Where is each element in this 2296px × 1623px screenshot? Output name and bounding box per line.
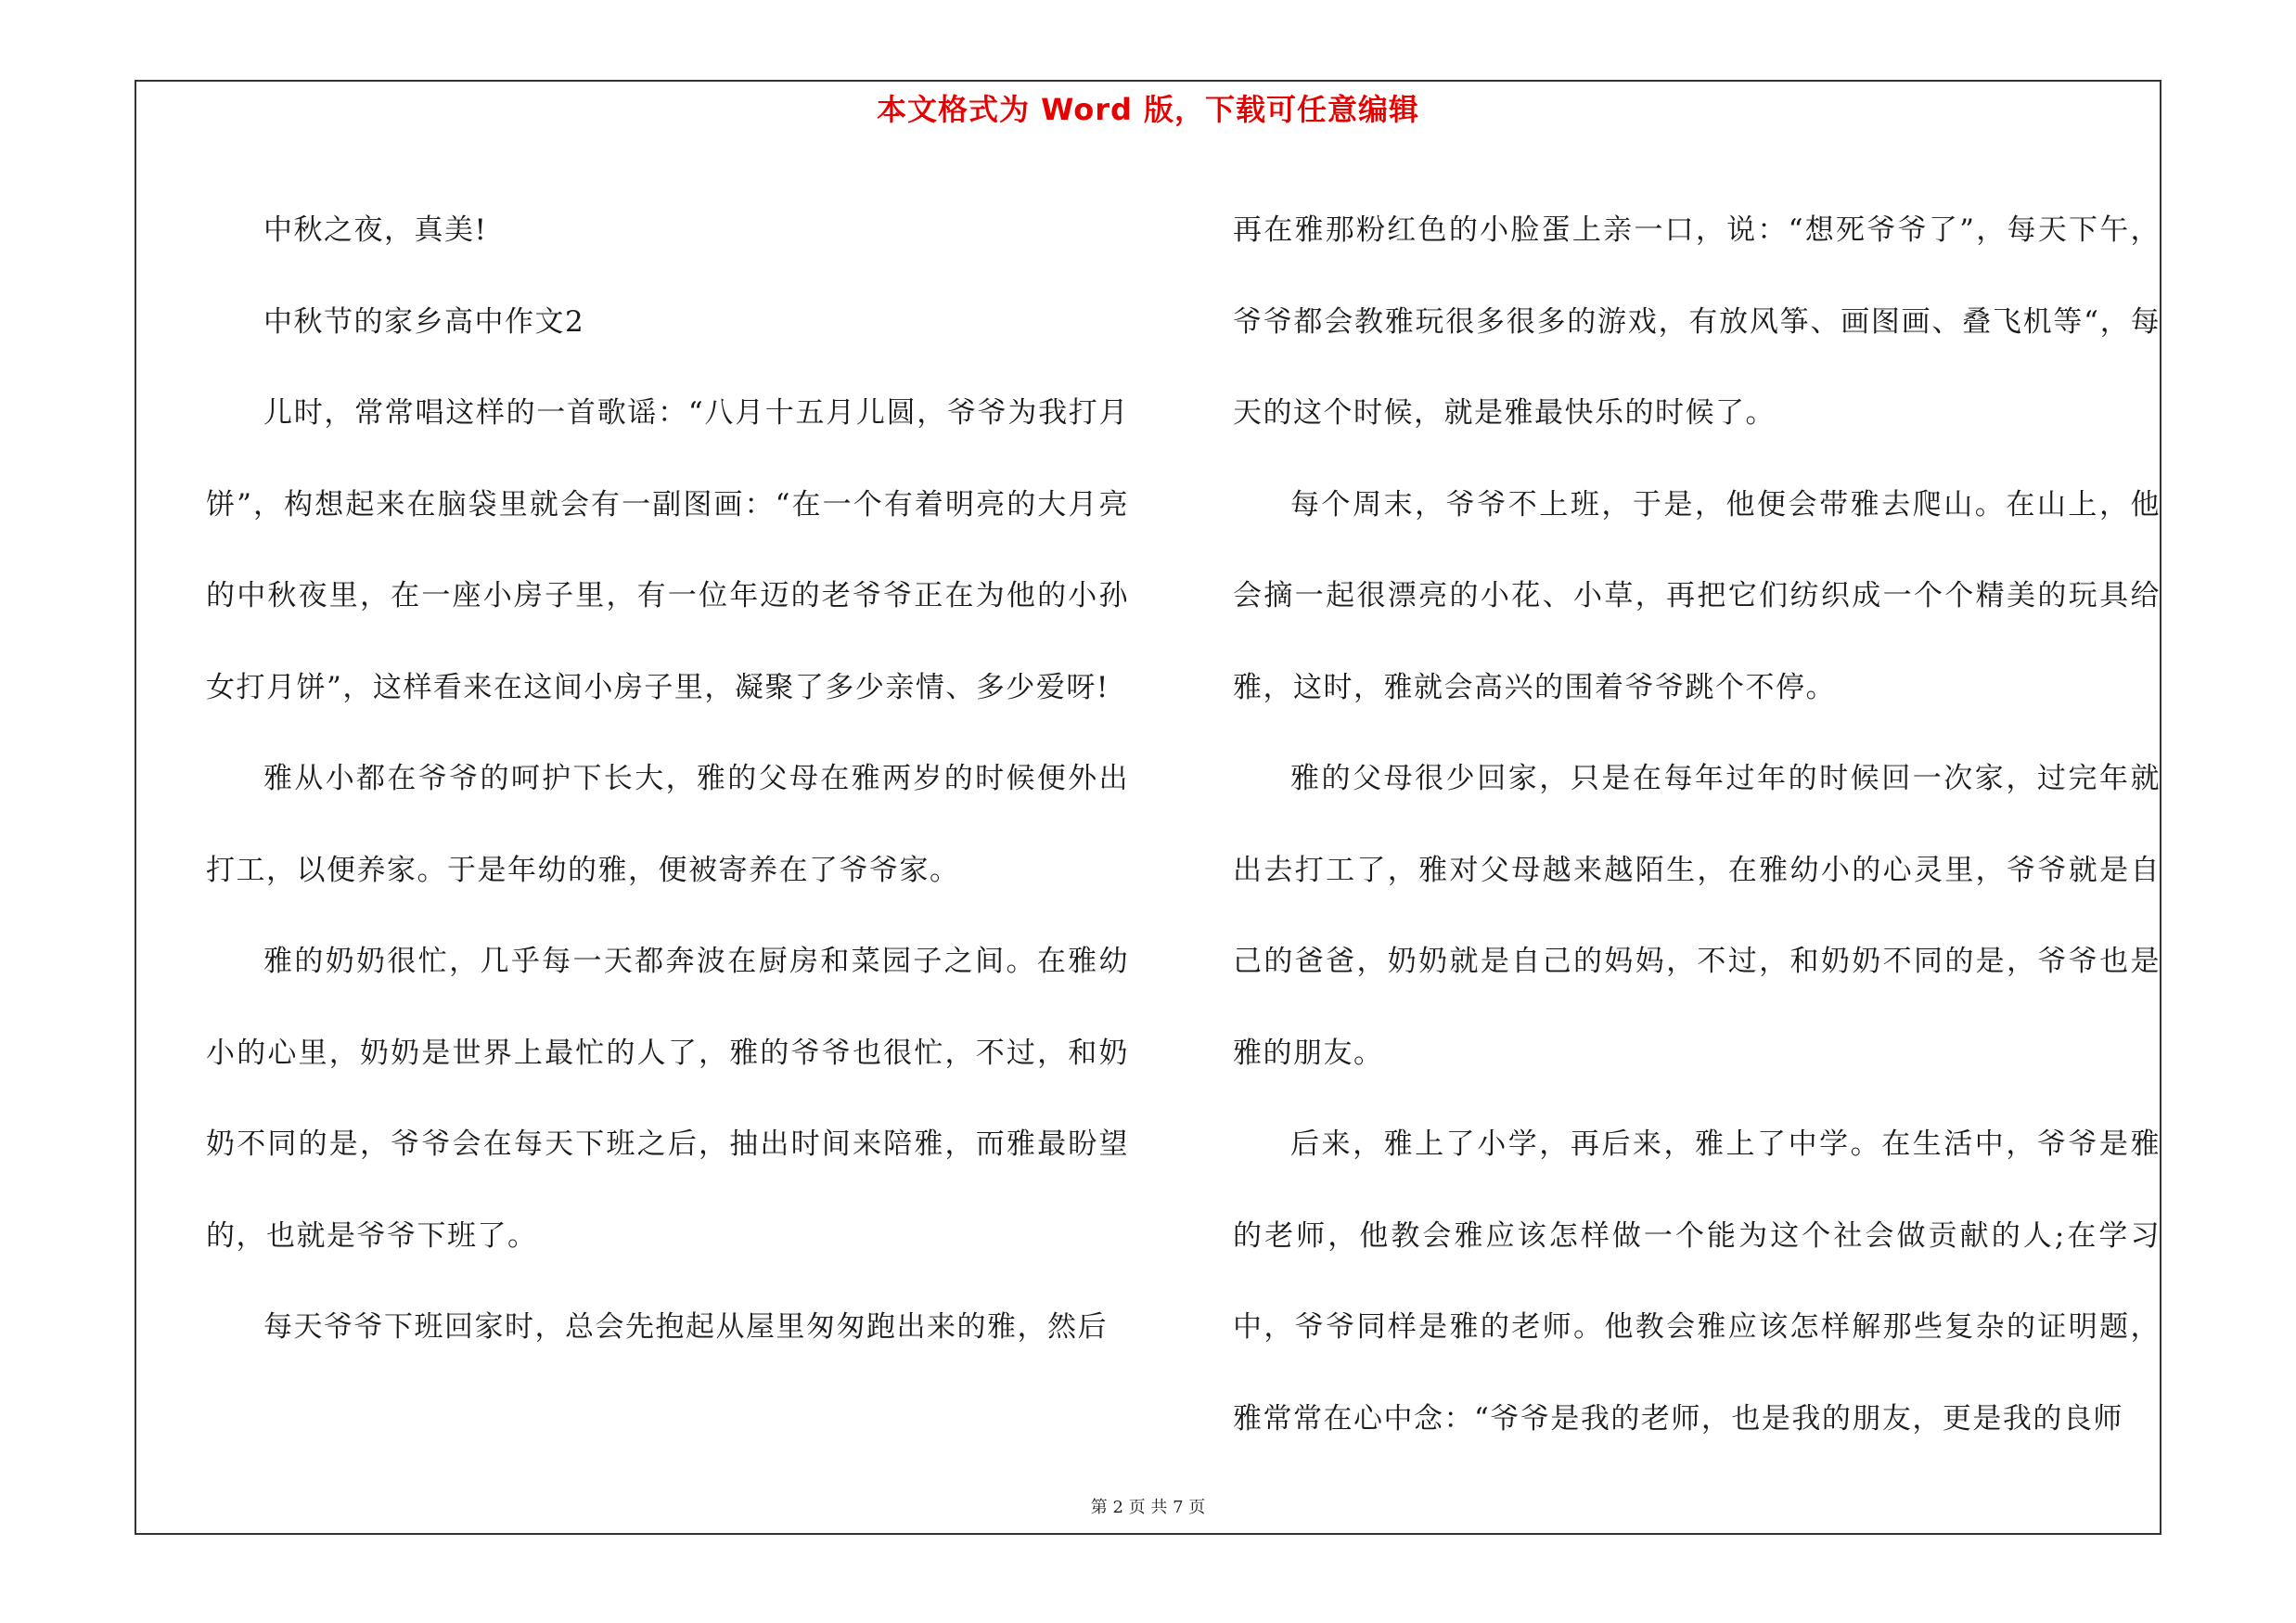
paragraph: 再在雅那粉红色的小脸蛋上亲一口，说：“想死爷爷了”，每天下午，爷爷都会教雅玩很多很多的游戏，有放风筝、画图画、叠飞机等“，每天的这个时候，就是雅最快乐的时候了。	[1233, 213, 2161, 430]
left-text-column	[206, 185, 1129, 1373]
right-text-column	[1233, 185, 2161, 1464]
paragraph: 中秋节的家乡高中作文2	[263, 304, 585, 339]
paragraph: 儿时，常常唱这样的一首歌谣：“八月十五月儿圆，爷爷为我打月饼”，构想起来在脑袋里就会有一副图画：“在一个有着明亮的大月亮的中秋夜里，在一座小房子里，有一位年迈的老爷爷正在为他的小孙女打月饼”，这样看来在这间小房子里，凝聚了多少亲情、多少爱呀!	[206, 396, 1129, 704]
paragraph: 雅的父母很少回家，只是在每年过年的时候回一次家，过完年就出去打工了，雅对父母越来越陌生，在雅幼小的心灵里，爷爷就是自己的爸爸，奶奶就是自己的妈妈，不过，和奶奶不同的是，爷爷也是雅的朋友。	[1233, 762, 2161, 1070]
page-number-footer: 第 2 页 共 7 页	[1090, 1498, 1206, 1517]
paragraph: 后来，雅上了小学，再后来，雅上了中学。在生活中，爷爷是雅的老师，他教会雅应该怎样做一个能为这个社会做贡献的人;在学习中，爷爷同样是雅的老师。他教会雅应该怎样解那些复杂的证明题，雅常常在心中念：“爷爷是我的老师，也是我的朋友，更是我的良师	[1233, 1127, 2161, 1436]
paragraph: 每天爷爷下班回家时，总会先抱起从屋里匆匆跑出来的雅，然后	[263, 1310, 1108, 1344]
paragraph: 中秋之夜，真美!	[263, 213, 488, 247]
format-banner: 本文格式为 Word 版，下载可任意编辑	[876, 92, 1420, 127]
paragraph: 每个周末，爷爷不上班，于是，他便会带雅去爬山。在山上，他会摘一起很漂亮的小花、小草，再把它们纺织成一个个精美的玩具给雅，这时，雅就会高兴的围着爷爷跳个不停。	[1233, 487, 2161, 704]
paragraph: 雅从小都在爷爷的呵护下长大，雅的父母在雅两岁的时候便外出打工，以便养家。于是年幼的雅，便被寄养在了爷爷家。	[206, 762, 1129, 887]
paragraph: 雅的奶奶很忙，几乎每一天都奔波在厨房和菜园子之间。在雅幼小的心里，奶奶是世界上最忙的人了，雅的爷爷也很忙，不过，和奶奶不同的是，爷爷会在每天下班之后，抽出时间来陪雅，而雅最盼望的，也就是爷爷下班了。	[206, 945, 1129, 1253]
